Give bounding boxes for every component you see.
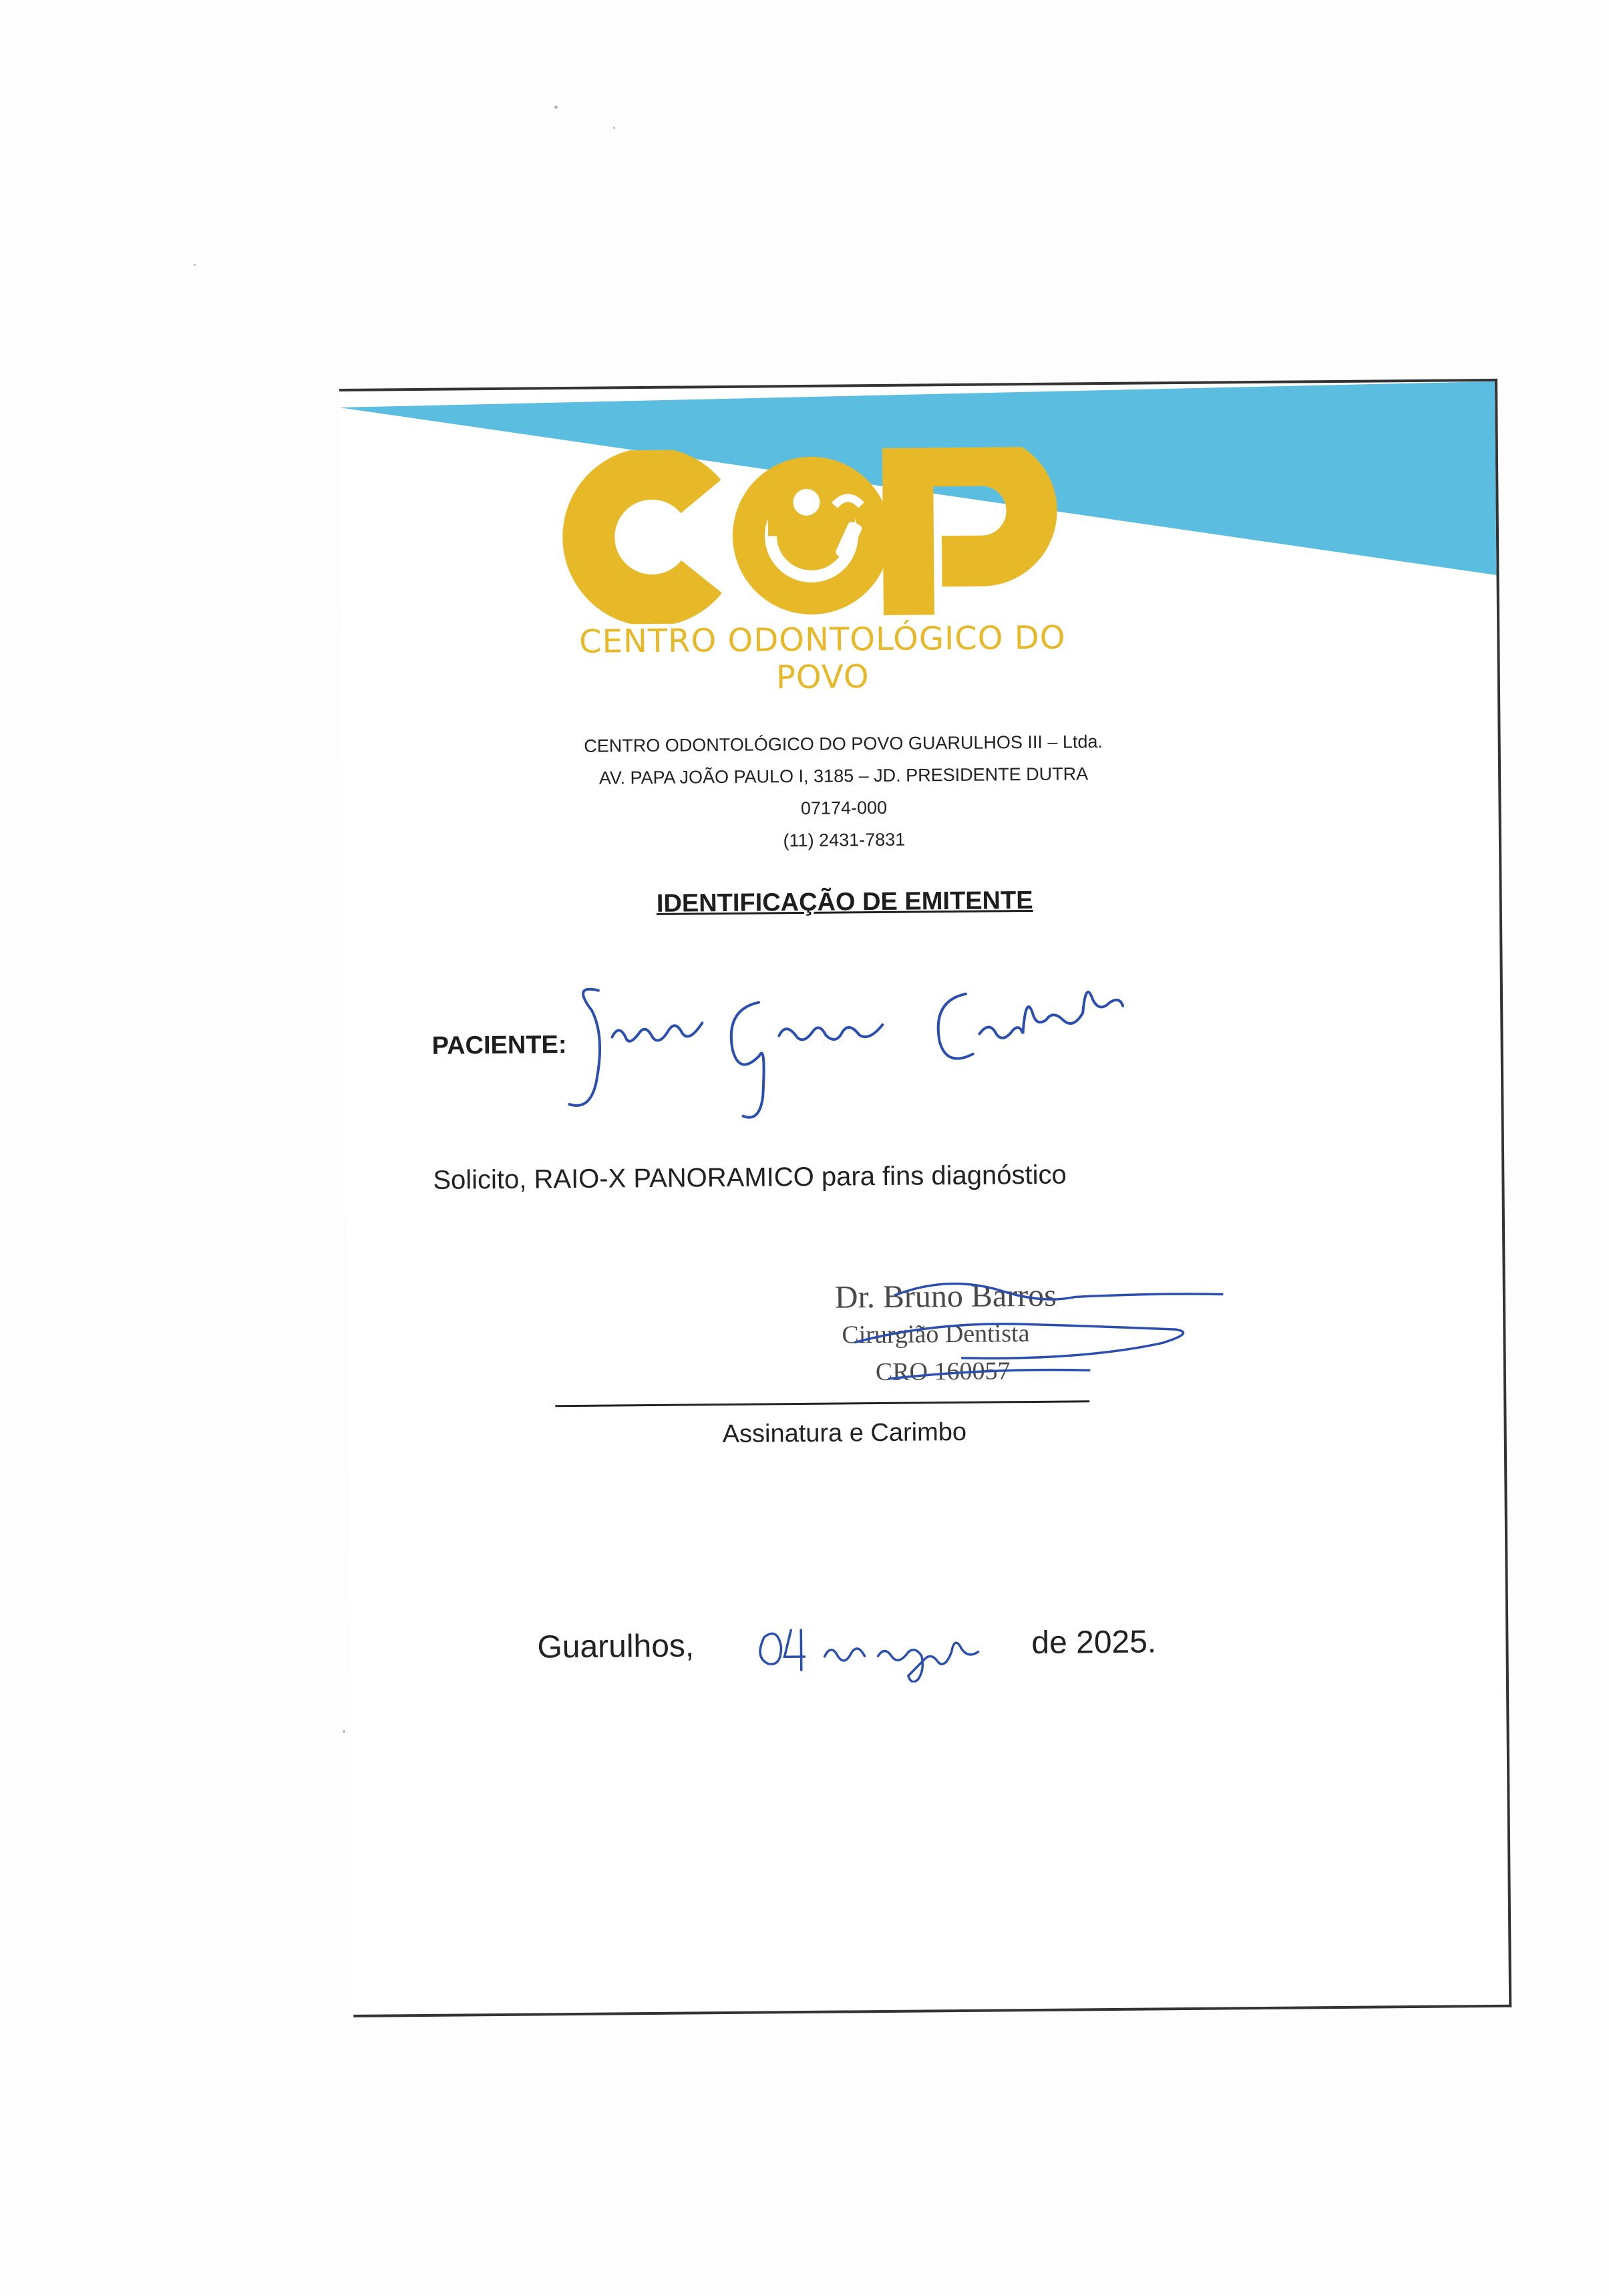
logo-tagline: CENTRO ODONTOLÓGICO DO POVO xyxy=(578,619,1066,697)
clinic-cep: 07174-000 xyxy=(800,797,888,818)
date-handwriting xyxy=(751,1608,1019,1683)
clinic-address: AV. PAPA JOÃO PAULO I, 3185 – JD. PRESIDENTE DUTRA xyxy=(598,764,1089,788)
clinic-address-block xyxy=(342,723,1345,860)
clinic-phone: (11) 2431-7831 xyxy=(783,829,906,851)
clinic-name: CENTRO ODONTOLÓGICO DO POVO GUARULHOS III – Ltda. xyxy=(584,731,1103,756)
date-year: de 2025. xyxy=(1031,1624,1157,1661)
document-sheet xyxy=(339,379,1511,2017)
dentist-signature xyxy=(815,1265,1230,1402)
stamp-title: Cirurgião Dentista xyxy=(842,1319,1030,1349)
patient-name-handwriting xyxy=(552,959,1188,1124)
logo-letter-c xyxy=(588,473,701,601)
logo-letter-p xyxy=(908,460,1033,615)
smiley-toothbrush-icon xyxy=(732,456,891,615)
patient-label: PACIENTE: xyxy=(431,1031,567,1060)
cop-logo xyxy=(547,446,1083,625)
stamp-name: Dr. Bruno Barros xyxy=(834,1277,1057,1315)
request-text: Solicito, RAIO-X PANORAMICO para fins diagnóstico xyxy=(433,1160,1067,1195)
section-title: IDENTIFICAÇÃO DE EMITENTE xyxy=(656,886,1033,918)
date-city: Guarulhos, xyxy=(537,1628,695,1665)
signature-caption: Assinatura e Carimbo xyxy=(722,1418,967,1449)
stamp-registration: CRO 160057 xyxy=(875,1357,1011,1387)
